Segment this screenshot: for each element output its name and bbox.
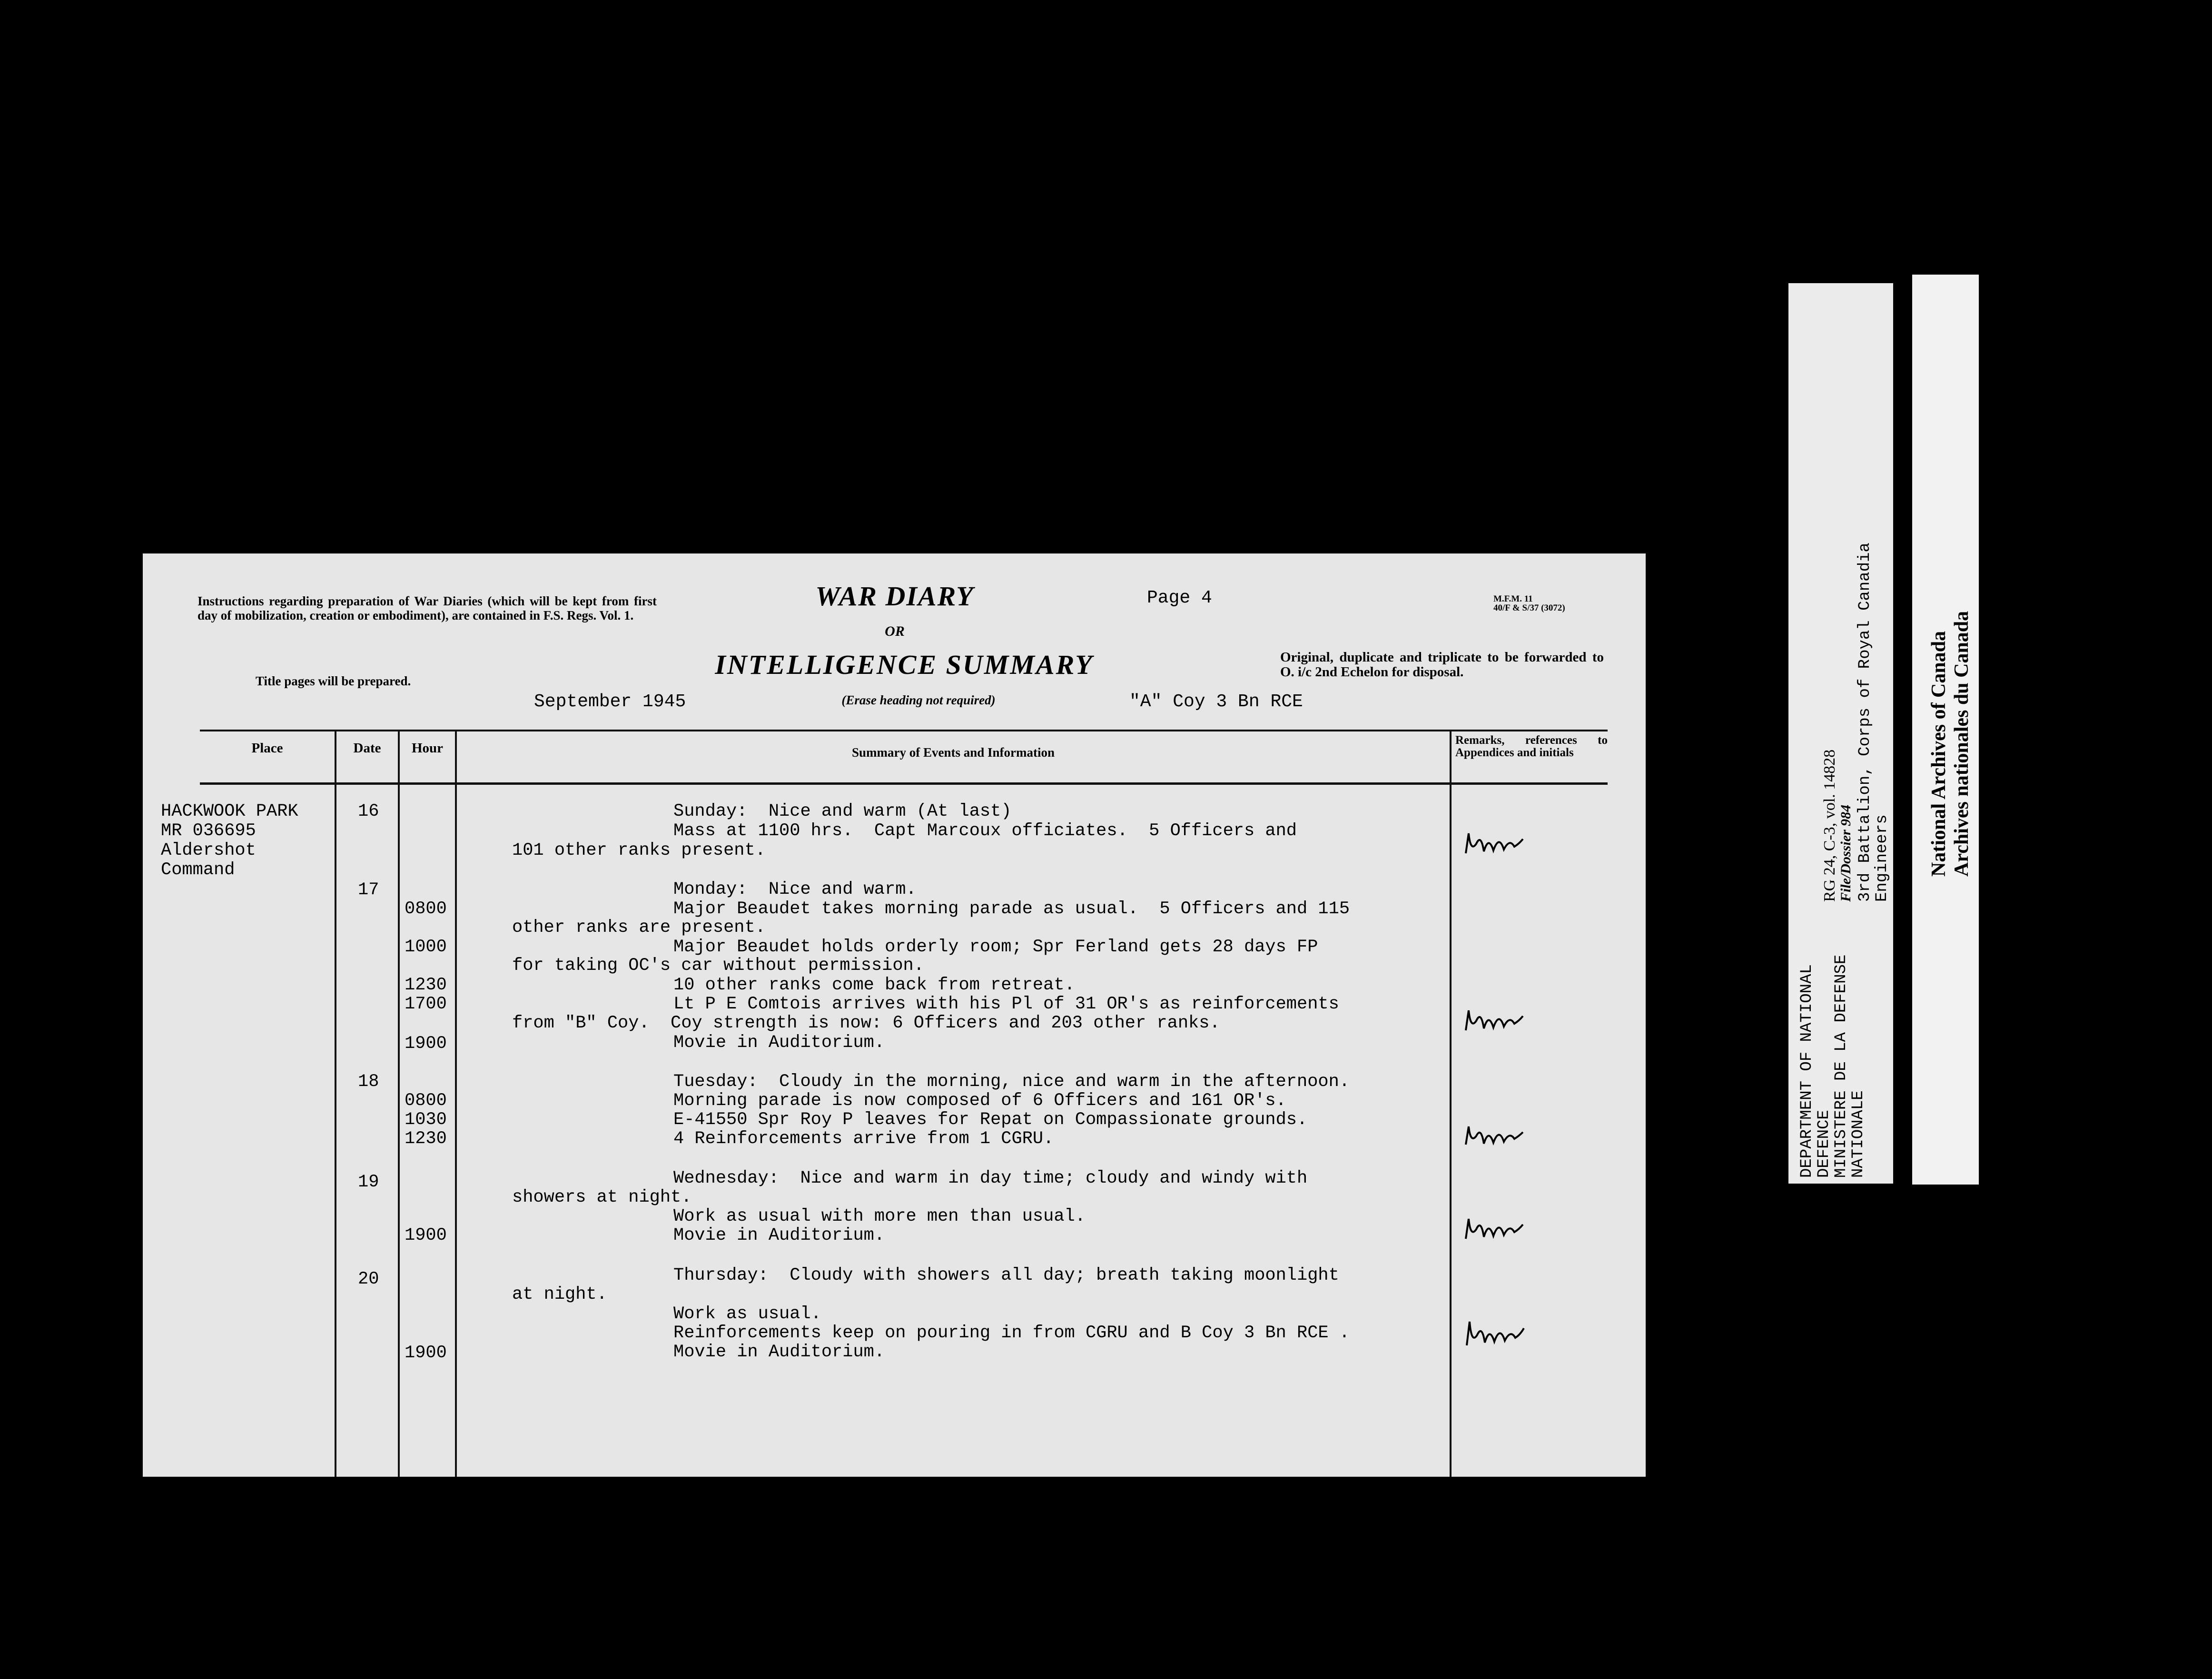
summary-line: from "B" Coy. Coy strength is now: 6 Officers and 203 other ranks. <box>512 1013 1220 1033</box>
summary-line: 4 Reinforcements arrive from 1 CGRU. <box>673 1129 1054 1149</box>
column-divider-date <box>398 730 400 1477</box>
date-cell: 18 <box>358 1072 379 1092</box>
hour-cell: 1230 <box>405 975 447 995</box>
diary-unit: "A" Coy 3 Bn RCE <box>1129 691 1303 712</box>
date-cell: 16 <box>358 801 379 821</box>
instructions-text: Instructions regarding preparation of War Diaries (which will be kept from first day of mobilization, creation or embodiment), are contained in F.S. Regs. Vol. 1. <box>198 594 657 622</box>
hour-cell: 1900 <box>405 1343 447 1363</box>
archival-reference-tag <box>1788 283 1893 1184</box>
summary-line: Tuesday: Cloudy in the morning, nice and warm in the afternoon. <box>673 1072 1350 1092</box>
place-line: HACKWOOK PARK <box>161 801 298 821</box>
form-code-mfm: M.F.M. 11 <box>1493 594 1533 604</box>
summary-line: Major Beaudet holds orderly room; Spr Ferland gets 28 days FP <box>673 937 1318 957</box>
initials-signature <box>1462 1001 1529 1039</box>
summary-line: Lt P E Comtois arrives with his Pl of 31 OR's as reinforcements <box>673 994 1339 1014</box>
column-divider-place <box>335 730 336 1477</box>
column-header-remarks: Remarks, references to Appendices and initials <box>1455 734 1608 759</box>
disposal-note: Original, duplicate and triplicate to be forwarded to O. i/c 2nd Echelon for disposal. <box>1280 650 1604 680</box>
archives-name-fr: Archives nationales du Canada <box>1951 611 1973 877</box>
form-code-number: 40/F & S/37 (3072) <box>1493 603 1565 613</box>
archives-name-en: National Archives of Canada <box>1928 631 1950 877</box>
initials-signature <box>1462 1120 1529 1153</box>
page-number: Page 4 <box>1147 588 1212 608</box>
table-top-rule <box>200 730 1608 731</box>
war-diary-page <box>143 553 1646 1477</box>
summary-line: other ranks are present. <box>512 918 766 938</box>
initials-signature <box>1462 825 1529 863</box>
title-pages-note: Title pages will be prepared. <box>256 674 411 688</box>
summary-line: Work as usual with more men than usual. <box>673 1206 1086 1226</box>
summary-line: Monday: Nice and warm. <box>673 879 917 899</box>
summary-line: Wednesday: Nice and warm in day time; cloudy and windy with <box>673 1168 1308 1188</box>
column-header-date: Date <box>353 741 381 756</box>
column-header-hour: Hour <box>411 741 444 756</box>
summary-line: Movie in Auditorium. <box>673 1033 885 1053</box>
date-cell: 19 <box>358 1172 379 1192</box>
hour-cell: 1030 <box>405 1110 447 1130</box>
table-header-rule <box>200 782 1608 785</box>
reference-line: 3rd Battalion, Corps of Royal Canadia <box>1856 543 1874 902</box>
date-cell: 17 <box>358 880 379 900</box>
place-line: MR 036695 <box>161 821 256 841</box>
department-line: MINISTERE DE LA DEFENSE <box>1832 954 1850 1178</box>
date-cell: 20 <box>358 1269 379 1289</box>
department-line: DEFENCE <box>1815 1110 1833 1178</box>
summary-line: Thursday: Cloudy with showers all day; breath taking moonlight <box>673 1265 1339 1285</box>
summary-line: for taking OC's car without permission. <box>512 956 924 976</box>
summary-line: Morning parade is now composed of 6 Officers and 161 OR's. <box>673 1091 1286 1111</box>
summary-line: Sunday: Nice and warm (At last) <box>673 801 1012 821</box>
department-line: NATIONALE <box>1849 1090 1867 1178</box>
place-line: Command <box>161 860 235 880</box>
column-divider-summary <box>1450 730 1452 1477</box>
summary-line: 101 other ranks present. <box>512 840 766 860</box>
diary-month: September 1945 <box>534 691 686 712</box>
hour-cell: 1900 <box>405 1034 447 1054</box>
hour-cell: 0800 <box>405 899 447 919</box>
form-title-intelligence-summary: INTELLIGENCE SUMMARY <box>715 649 1094 680</box>
summary-line: Movie in Auditorium. <box>673 1225 885 1245</box>
summary-line: Major Beaudet takes morning parade as usual. 5 Officers and 115 <box>673 899 1350 919</box>
form-title-war-diary: WAR DIARY <box>815 581 974 612</box>
summary-line: Reinforcements keep on pouring in from CGRU and B Coy 3 Bn RCE . <box>673 1323 1350 1343</box>
reference-line: File/Dossier 984 <box>1838 804 1854 902</box>
department-line: DEPARTMENT OF NATIONAL <box>1798 964 1816 1178</box>
summary-line: Work as usual. <box>673 1304 821 1324</box>
initials-signature <box>1462 1210 1529 1248</box>
summary-line: showers at night. <box>512 1187 692 1207</box>
initials-signature <box>1462 1315 1529 1353</box>
column-header-place: Place <box>251 741 283 756</box>
archives-label <box>1912 275 1979 1185</box>
column-header-summary: Summary of Events and Information <box>851 745 1055 760</box>
summary-line: Mass at 1100 hrs. Capt Marcoux officiates. 5 Officers and <box>673 821 1297 841</box>
summary-line: 10 other ranks come back from retreat. <box>673 975 1075 995</box>
hour-cell: 1000 <box>405 937 447 957</box>
form-title-or: OR <box>885 623 905 639</box>
summary-line: Movie in Auditorium. <box>673 1342 885 1362</box>
reference-line: Engineers <box>1873 814 1891 902</box>
place-line: Aldershot <box>161 840 256 860</box>
summary-line: E-41550 Spr Roy P leaves for Repat on Compassionate grounds. <box>673 1110 1308 1130</box>
hour-cell: 1700 <box>405 994 447 1014</box>
summary-line: at night. <box>512 1284 607 1304</box>
hour-cell: 1230 <box>405 1129 447 1149</box>
erase-heading-note: (Erase heading not required) <box>841 693 996 707</box>
hour-cell: 0800 <box>405 1091 447 1111</box>
hour-cell: 1900 <box>405 1225 447 1245</box>
column-divider-hour <box>455 730 457 1477</box>
reference-line: RG 24, C-3, vol. 14828 <box>1821 749 1838 902</box>
